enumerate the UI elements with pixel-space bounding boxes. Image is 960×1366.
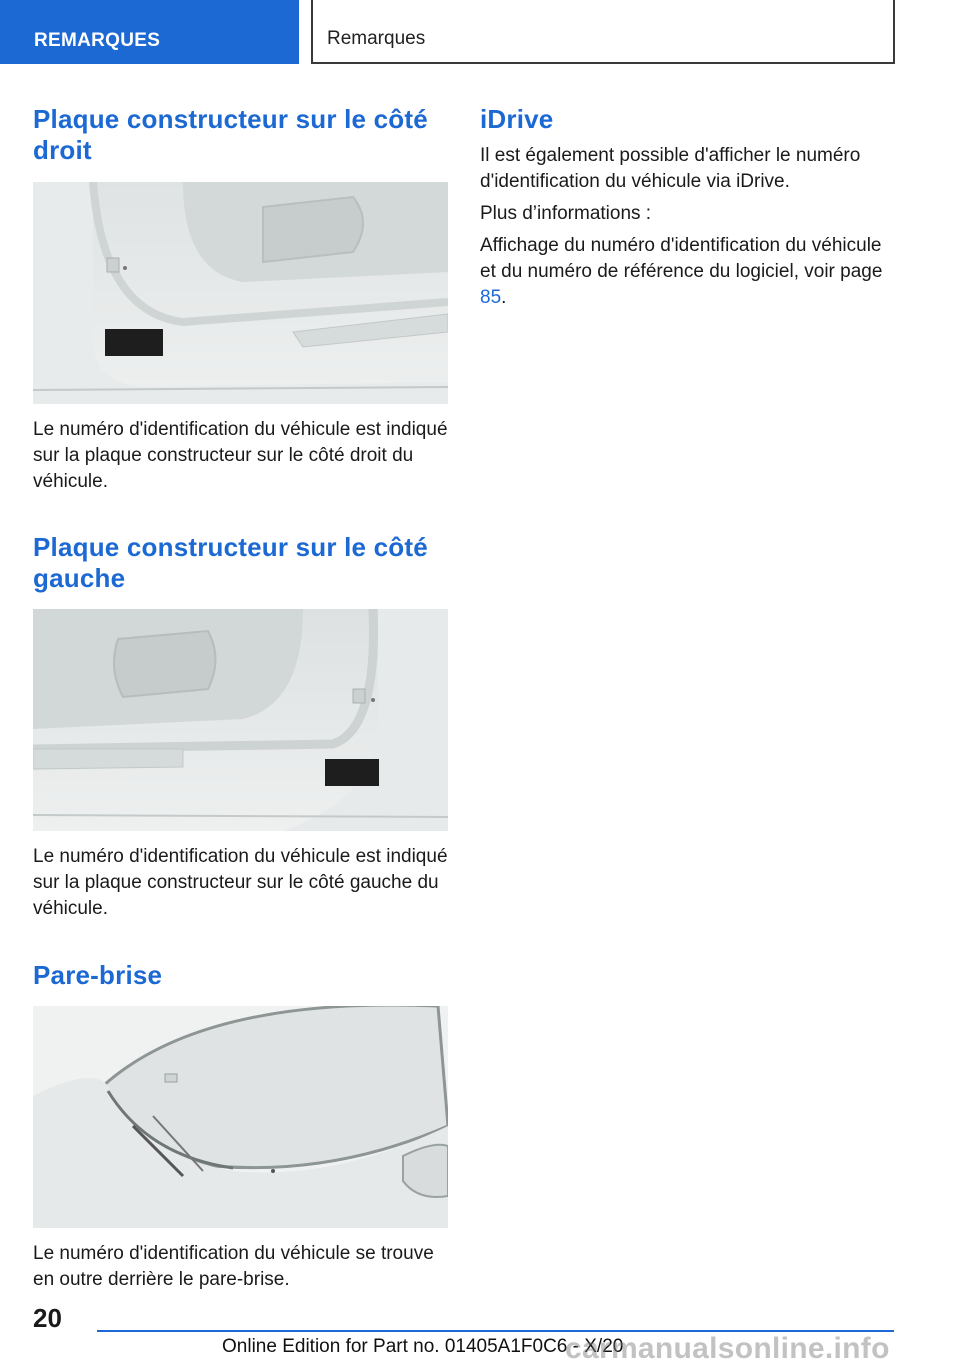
- page-link-85[interactable]: 85: [480, 287, 502, 308]
- door-sill-left-image: [33, 609, 448, 831]
- door-sill-right-image: [33, 182, 448, 404]
- idrive-reference-end: .: [501, 287, 507, 308]
- idrive-reference: [480, 233, 900, 311]
- heading-windshield: Pare-brise: [33, 960, 163, 990]
- idrive-intro: Il est également possible d'afficher le numéro d'identification du véhicule via iDrive.: [480, 145, 861, 192]
- heading-right-plate: Plaque constructeur sur le côté droit: [33, 104, 428, 165]
- left-column: [33, 100, 448, 1293]
- heading-idrive: iDrive: [480, 104, 554, 134]
- edition-text: Online Edition for Part no. 01405A1F0C6 - X/20: [222, 1336, 624, 1357]
- section-tab: REMARQUES: [0, 0, 299, 64]
- heading-left-plate: Plaque constructeur sur le côté gauche: [33, 532, 428, 593]
- page-number: 20: [33, 1303, 62, 1333]
- page-header-title: Remarques: [311, 0, 895, 64]
- section-left-plate: [33, 532, 448, 922]
- body-left-plate: Le numéro d'identification du véhicule est indiqué sur la plaque constructeur sur le côté gauche du véhicule.: [33, 846, 448, 919]
- section-windshield: [33, 960, 448, 1293]
- watermark: carmanualsonline.info: [565, 1332, 890, 1365]
- idrive-more-info: Plus d’informations :: [480, 203, 652, 224]
- body-windshield: Le numéro d'identification du véhicule se trouve en outre derrière le pare-brise.: [33, 1243, 434, 1290]
- idrive-reference-text: Affichage du numéro d'identification du véhicule et du numéro de référence du logiciel, voir page: [480, 235, 883, 282]
- section-right-plate: [33, 104, 448, 495]
- body-right-plate: Le numéro d'identification du véhicule est indiqué sur la plaque constructeur sur le côté droit du véhicule.: [33, 419, 448, 492]
- right-column: [480, 100, 900, 311]
- windshield-image: [33, 1006, 448, 1228]
